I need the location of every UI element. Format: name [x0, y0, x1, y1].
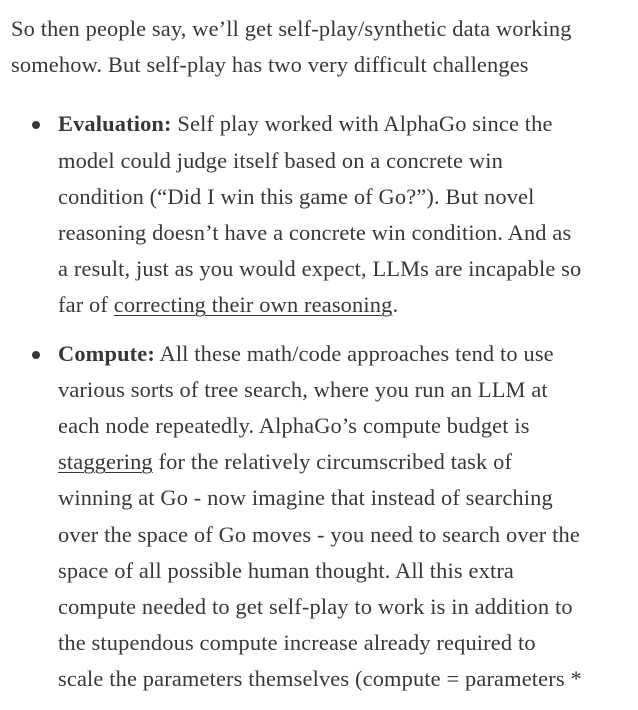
article-body — [11, 11, 638, 710]
bullet-icon — [32, 121, 40, 129]
evaluation-line-6 — [58, 287, 638, 323]
intro-paragraph — [11, 11, 638, 83]
evaluation-line-1-text: Self play worked with AlphaGo since the — [171, 111, 553, 137]
intro-line-1: So then people say, we’ll get self-play/synthetic data working — [11, 16, 572, 41]
compute-line-4 — [58, 444, 638, 480]
compute-line-4-post: for the relatively circumscribed task of — [152, 449, 513, 475]
list-item-compute — [11, 336, 638, 698]
evaluation-text — [58, 106, 638, 323]
evaluation-line-6-pre: far of — [58, 292, 114, 318]
compute-line-7: space of all possible human thought. All this extra — [58, 557, 515, 583]
compute-text — [58, 336, 638, 698]
evaluation-line-5: a result, just as you would expect, LLMs are incapable so — [58, 256, 582, 282]
compute-line-6: over the space of Go moves - you need to search over the — [58, 521, 580, 547]
compute-line-5: winning at Go - now imagine that instead of searching — [58, 485, 553, 511]
compute-line-3: each node repeatedly. AlphaGo’s compute budget is — [58, 413, 530, 439]
compute-term: Compute: — [58, 340, 155, 366]
evaluation-line-4: reasoning doesn’t have a concrete win condition. And as — [58, 220, 572, 246]
bullet-icon — [32, 351, 40, 359]
compute-line-8: compute needed to get self-play to work is in addition to — [58, 594, 573, 620]
evaluation-line-3: condition (“Did I win this game of Go?”). But novel — [58, 183, 535, 209]
staggering-link[interactable]: staggering — [58, 449, 153, 475]
compute-line-2: various sorts of tree search, where you run an LLM at — [58, 376, 548, 402]
compute-line-10: scale the parameters themselves (compute = parameters * — [58, 666, 582, 692]
evaluation-term: Evaluation: — [58, 111, 172, 137]
intro-line-2: somehow. But self-play has two very difficult challenges — [11, 52, 529, 78]
compute-line-1-text: All these math/code approaches tend to use — [154, 340, 554, 366]
correcting-reasoning-link[interactable]: correcting their own reasoning — [113, 292, 393, 318]
evaluation-line-6-post: . — [392, 292, 399, 318]
list-item-evaluation — [11, 106, 638, 323]
compute-line-1 — [58, 336, 638, 372]
evaluation-line-1 — [58, 106, 638, 142]
challenges-list — [11, 106, 638, 697]
evaluation-line-2: model could judge itself based on a concrete win — [58, 147, 503, 173]
compute-line-9: the stupendous compute increase already required to — [58, 630, 536, 656]
